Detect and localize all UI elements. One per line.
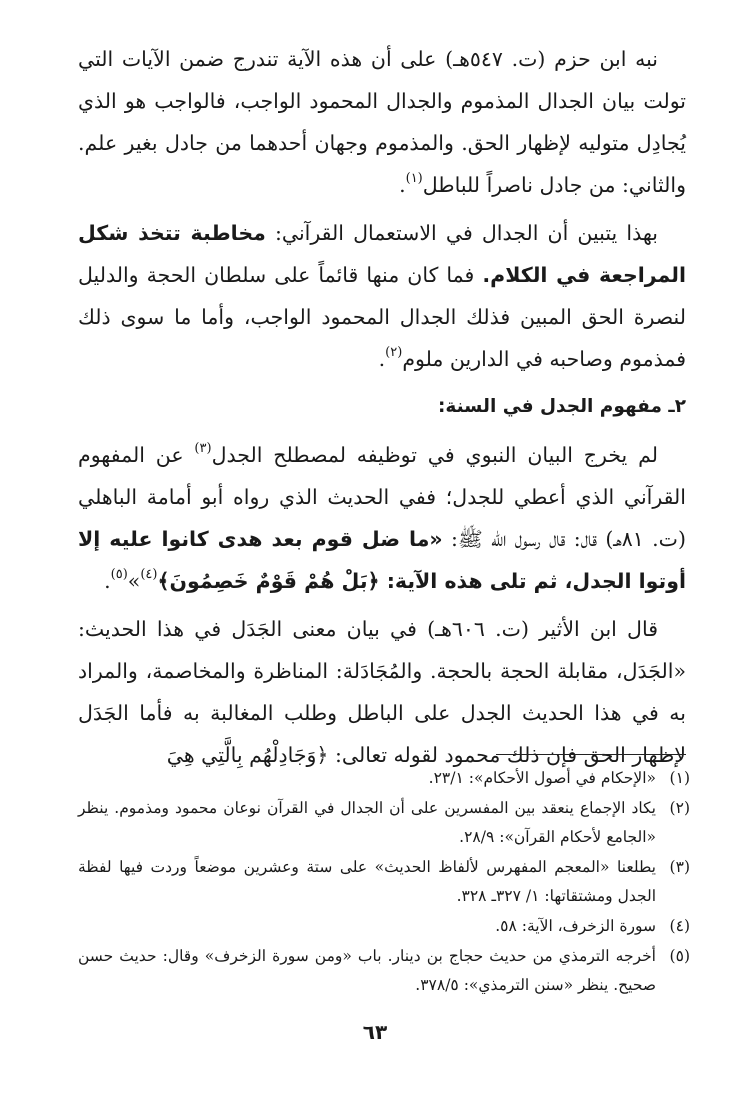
paragraph-end: . <box>378 347 386 371</box>
footnote-ref: (٥) <box>110 567 128 583</box>
footnote-number: (٤) <box>669 917 690 935</box>
footnote-ref: (٢) <box>385 345 403 361</box>
hadith-quote: «ما ضل قوم بعد هدى كانوا عليه إلا أوتوا الجدل، ثم تلى هذه الآية: ﴿بَلْ هُمْ قَوْمٌ خَصِمُونَ﴾ <box>78 527 686 593</box>
footnote-number: (١) <box>669 769 690 787</box>
paragraph-4: قال ابن الأثير (ت. ٦٠٦هـ) في بيان معنى الجَدَل في هذا الحديث: «الجَدَل، مقابلة الحجة بالحجة. والمُجَادَلة: المناظرة والمخاصمة، والمراد به في هذا الحديث الجدل على الباطل وطلب المغالبة به فأما الجَدَل لإظهار الحق فإن ذلك محمود لقوله تعالى: ﴿وَجَادِلْهُم بِالَّتِي هِيَ <box>78 617 686 767</box>
paragraph-1-text: نبه ابن حزم (ت. ٥٤٧هـ) على أن هذه الآية تندرج ضمن الآيات التي تولت بيان الجدال المذموم والجدال المحمود الواجب، فالواجب هو الذي يُجادِل متوليه لإظهار الحق. والمذموم وجهان أحدهما من جادل بغير علم. والثاني: من جادل ناصراً للباطل <box>78 47 686 197</box>
footnote-ref: (٤) <box>140 567 158 583</box>
paragraph-2-text-cont: فما كان منها قائماً على سلطان الحجة والدليل لنصرة الحق المبين فذلك الجدال المحمود الواجب، وأما ما سوى ذلك فمذموم وصاحبه في الدارين ملوم <box>78 263 686 371</box>
paragraph-2-text: بهذا يتبين أن الجدال في الاستعمال القرآني: <box>265 221 658 245</box>
footnote-number: (٢) <box>669 799 690 817</box>
footnote-number: (٣) <box>669 858 690 876</box>
footnote <box>78 794 690 852</box>
footnote-text: سورة الزخرف، الآية: ٥٨. <box>495 917 656 935</box>
footnote-separator <box>496 754 686 755</box>
paragraph-end: . <box>104 569 111 593</box>
paragraph-1 <box>78 38 686 206</box>
footnote-text: يطلعنا «المعجم المفهرس لألفاظ الحديث» على ستة وعشرين موضعاً وردت فيها لفظة الجدل ومشتقاتها: ١/ ٣٢٧ـ ٣٢٨. <box>78 858 656 905</box>
quote-close: » <box>127 569 141 593</box>
footnote <box>78 912 690 941</box>
paragraph-end: . <box>399 173 406 197</box>
footnote-ref: (٣) <box>194 441 212 457</box>
definition-bold: مخاطبة تتخذ شكل المراجعة في الكلام. <box>78 221 686 287</box>
paragraph-3-text: لم يخرج البيان النبوي في توظيفه لمصطلح الجدل <box>211 443 658 467</box>
footnote-number: (٥) <box>669 947 690 965</box>
footnote-text: يكاد الإجماع ينعقد بين المفسرين على أن الجدال في القرآن نوعان محمود ومذموم. ينظر «الجامع لأحكام القرآن»: ٢٨/٩. <box>78 799 656 846</box>
footnote-text: «الإحكام في أصول الأحكام»: ٢٣/١. <box>428 769 656 787</box>
footnote <box>78 764 690 793</box>
paragraph-3-text-cont: عن المفهوم القرآني الذي أعطي للجدل؛ ففي الحديث الذي رواه أبو أمامة الباهلي (ت. ٨١هـ) قال: قال رسول الله ﷺ: <box>78 443 686 551</box>
paragraph-2 <box>78 212 686 380</box>
footnote-text: أخرجه الترمذي من حديث حجاج بن دينار. باب «ومن سورة الزخرف» وقال: حديث حسن صحيح. ينظر «سنن الترمذي»: ٣٧٨/٥. <box>78 947 656 994</box>
paragraph-3 <box>78 434 686 602</box>
footnotes <box>78 764 690 1001</box>
main-text <box>78 38 686 782</box>
page-number: ٦٣ <box>362 1020 388 1044</box>
footnote-ref: (١) <box>405 171 423 187</box>
footnote <box>78 853 690 911</box>
section-heading: ٢ـ مفهوم الجدل في السنة: <box>438 396 686 417</box>
footnote <box>78 942 690 1000</box>
